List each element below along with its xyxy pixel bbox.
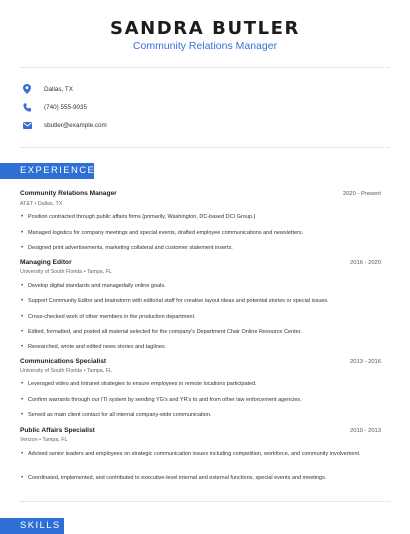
job-title-headline: Community Relations Manager xyxy=(132,40,278,52)
job-title: Communications Specialist xyxy=(20,358,107,365)
separator-dot: • xyxy=(34,201,37,207)
contact-location xyxy=(22,83,73,95)
list-item: • Cross-checked work of other members in the production department. xyxy=(21,314,196,320)
job-dates: 2016 - 2020 xyxy=(350,260,381,266)
job-company: Verizon xyxy=(20,437,38,443)
job-dates: 2010 - 2013 xyxy=(350,428,381,434)
separator-dot: • xyxy=(83,368,86,374)
job-company-line xyxy=(20,269,112,275)
list-item: • Confirm warrants through our ITI system by sending YG's and YR's to and from other law enforcement agencies. xyxy=(21,397,302,403)
email-text: sbutler@example.com xyxy=(44,121,107,129)
mail-icon xyxy=(22,120,32,130)
job-location: Tampa, FL xyxy=(42,437,68,443)
location-text: Dallas, TX xyxy=(44,85,73,93)
job-title: Public Affairs Specialist xyxy=(20,427,95,434)
list-item: • Coordinated, implemented, and contributed to executive-level internal and external functions, special events and meetings. xyxy=(21,475,327,481)
job-company: University of South Florida xyxy=(20,368,83,374)
contact-phone xyxy=(22,101,87,113)
job-company: University of South Florida xyxy=(20,269,83,275)
job-company-line xyxy=(20,437,67,443)
job-title: Community Relations Manager xyxy=(20,190,117,197)
job-location: Tampa, FL xyxy=(86,368,112,374)
list-item: • Position contracted through public affairs firms (primarily, Washington, DC-based DCI Group.) xyxy=(21,214,256,220)
job-dates: 2020 - Present xyxy=(342,191,381,197)
phone-text: (740) 555-9035 xyxy=(44,103,88,111)
list-item: • Managed logistics for company meetings and special events, drafted employee communications and newsletters. xyxy=(21,230,304,236)
job-dates: 2013 - 2016 xyxy=(350,359,381,365)
separator-dot: • xyxy=(39,437,42,443)
job-company-line xyxy=(20,368,112,374)
job-company: AT&T xyxy=(20,201,34,207)
experience-divider xyxy=(20,501,390,502)
separator-dot: • xyxy=(83,269,86,275)
list-item: • Support Community Editor and brainstorm with editorial staff for creative layout ideas and potential stories or special issues. xyxy=(21,298,329,304)
map-pin-icon xyxy=(22,84,32,94)
contact-divider xyxy=(20,147,390,148)
job-location: Dallas, TX xyxy=(37,201,63,207)
section-skills: SKILLS xyxy=(0,518,64,534)
list-item: • Advised senior leaders and employees on strategic communication issues including competition, workforce, and community involvement. xyxy=(21,451,361,457)
contact-email xyxy=(22,119,107,131)
list-item: • Researched, wrote and edited news stories and taglines. xyxy=(21,344,167,350)
job-company-line xyxy=(20,201,62,207)
job-title: Managing Editor xyxy=(20,259,72,266)
list-item: • Edited, formatted, and posted all material selected for the company's Department Chair Online Resource Center. xyxy=(21,329,302,335)
list-item: • Served as main client contact for all internal company-wide communication. xyxy=(21,412,212,418)
candidate-name: SANDRA BUTLER xyxy=(110,18,300,39)
list-item: • Designed print advertisements, marketing collateral and customer statement inserts. xyxy=(21,245,233,251)
list-item: • Leveraged video and Intranet strategies to ensure employees in remote locations participated. xyxy=(21,381,257,387)
list-item: • Develop digital standards and managedaily online goals. xyxy=(21,283,166,289)
section-experience: EXPERIENCE xyxy=(0,163,94,179)
job-location: Tampa, FL xyxy=(86,269,112,275)
phone-icon xyxy=(22,102,32,112)
header-divider xyxy=(20,67,390,68)
